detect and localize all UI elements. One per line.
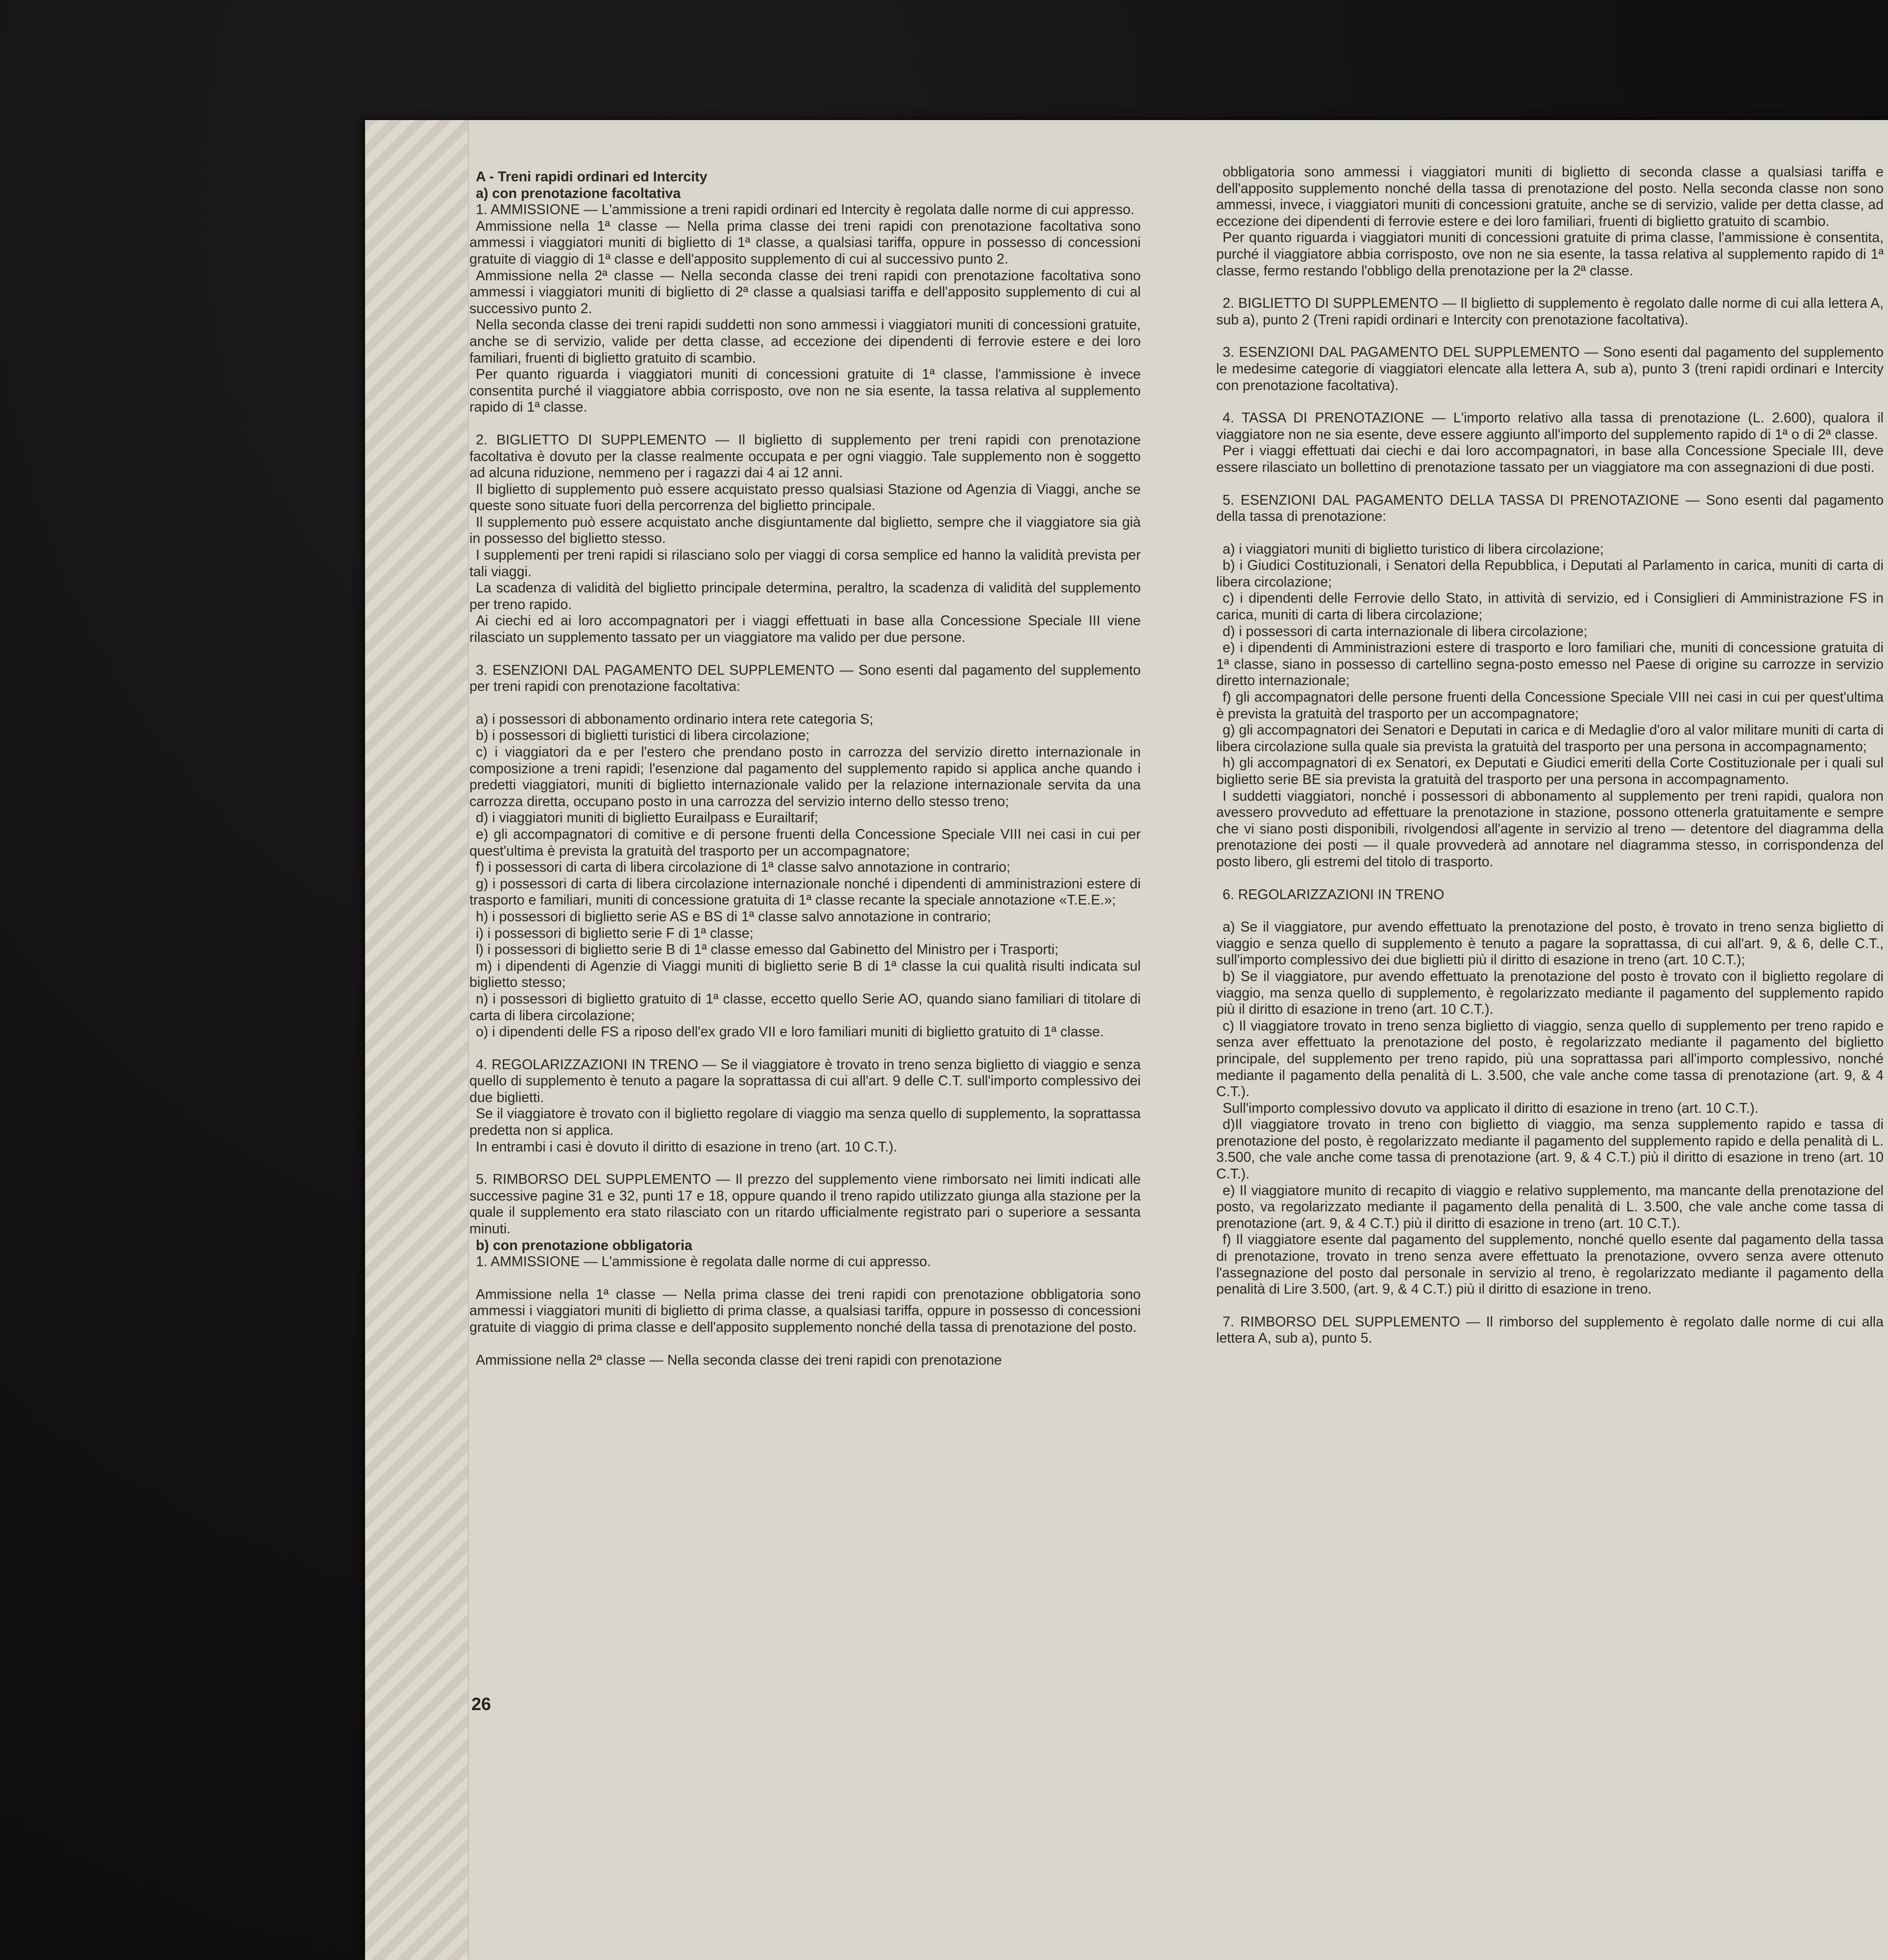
list-item: a) i viaggiatori muniti di biglietto turistico di libera circolazione; xyxy=(1223,541,1604,557)
list-item: e) i dipendenti di Amministrazioni estere di trasporto e loro familiari che, muniti di concessione gratuita di 1ª classe, siano in possesso di cartellino segna-posto emesso nel Paese di origine su carrozze in servizio diretto internazionale; xyxy=(1216,640,1884,689)
paragraph: 1. AMMISSIONE — L'ammissione è regolata dalle norme di cui appresso. xyxy=(476,1254,931,1270)
paragraph: In entrambi i casi è dovuto il diritto di esazione in treno (art. 10 C.T.). xyxy=(476,1139,898,1155)
paragraph: Se il viaggiatore è trovato con il biglietto regolare di viaggio ma senza quello di supplemento, la soprattassa predetta non si applica. xyxy=(469,1106,1141,1139)
section-heading: 6. REGOLARIZZAZIONI IN TRENO xyxy=(1223,886,1445,903)
paragraph: Nella seconda classe dei treni rapidi suddetti non sono ammessi i viaggiatori muniti di concessioni gratuite, anche se di servizio, valide per detta classe, ad eccezione dei dipendenti di ferrovie estere e dei loro familiari, fruenti di biglietto gratuito di scambio. xyxy=(469,317,1141,366)
paragraph: Ammissione nella 2ª classe — Nella seconda classe dei treni rapidi con prenotazione facoltativa sono ammessi i viaggiatori muniti di biglietto di 2ª classe a qualsiasi tariffa e dell'apposito supplemento di cui al successivo punto 2. xyxy=(469,268,1141,317)
list-item: b) i possessori di biglietti turistici di libera circolazione; xyxy=(476,728,810,744)
list-item: g) gli accompagnatori dei Senatori e Deputati in carica e di Medaglie d'oro al valor militare muniti di carta di libera circolazione sulla quale sia prevista la gratuità del trasporto per una persona in accompagnamento; xyxy=(1216,722,1884,755)
list-item: h) i possessori di biglietto serie AS e BS di 1ª classe salvo annotazione in contrario; xyxy=(476,908,991,925)
subheading-b: b) con prenotazione obbligatoria xyxy=(476,1237,692,1253)
section-heading-a: A - Treni rapidi ordinari ed Intercity xyxy=(476,169,708,185)
paragraph: 2. BIGLIETTO DI SUPPLEMENTO — Il biglietto di supplemento è regolato dalle norme di cui alla lettera A, sub a), punto 2 (Treni rapidi ordinari e Intercity con prenotazione facoltativa). xyxy=(1216,295,1884,328)
paragraph: Per quanto riguarda i viaggiatori muniti di concessioni gratuite di 1ª classe, l'ammissione è invece consentita purché il viaggiatore abbia corrisposto, ove non ne sia esente, la tassa relativa al supplemento rapido di 1ª classe. xyxy=(469,367,1141,416)
list-item: c) i dipendenti delle Ferrovie dello Stato, in attività di servizio, ed i Consiglieri di Amministrazione FS in carica, muniti di carta di libera circolazione; xyxy=(1216,590,1884,623)
paragraph: Ammissione nella 2ª classe — Nella seconda classe dei treni rapidi con prenotazione xyxy=(476,1352,1002,1368)
list-item: a) i possessori di abbonamento ordinario intera rete categoria S; xyxy=(476,711,874,727)
paragraph: obbligatoria sono ammessi i viaggiatori muniti di biglietto di seconda classe a qualsiasi tariffa e dell'apposito supplemento nonché della tassa di prenotazione del posto. Nella seconda classe non sono ammessi, invece, i viaggiatori muniti di concessioni gratuite, anche se di servizio, valide per detta classe, ad eccezione dei dipendenti di ferrovie estere e dei loro familiari, fruenti di biglietto gratuito di scambio. xyxy=(1216,164,1884,229)
paragraph: 7. RIMBORSO DEL SUPPLEMENTO — Il rimborso del supplemento è regolato dalle norme di cui alla lettera A, sub a), punto 5. xyxy=(1216,1314,1884,1347)
paragraph: Il supplemento può essere acquistato anche disgiuntamente dal biglietto, sempre che il viaggiatore sia già in possesso del biglietto stesso. xyxy=(469,514,1141,547)
paragraph: I supplementi per treni rapidi si rilasciano solo per viaggi di corsa semplice ed hanno la validità prevista per tali viaggi. xyxy=(469,547,1141,580)
document-page xyxy=(365,120,1888,1960)
list-item: e) gli accompagnatori di comitive e di persone fruenti della Concessione Speciale VIII nei casi in cui per quest'ultima è prevista la gratuità del trasporto per un accompagnatore; xyxy=(469,826,1141,859)
paragraph: 1. AMMISSIONE — L'ammissione a treni rapidi ordinari ed Intercity è regolata dalle norme di cui appresso. xyxy=(476,202,1134,218)
binding-spine xyxy=(365,120,469,1960)
paragraph: Ai ciechi ed ai loro accompagnatori per i viaggi effettuati in base alla Concessione Speciale III viene rilasciato un supplemento tassato per un viaggiatore ma valido per due persone. xyxy=(469,613,1141,646)
paragraph: b) Se il viaggiatore, pur avendo effettuato la prenotazione del posto è trovato con il biglietto regolare di viaggio, ma senza quello di supplemento, è regolarizzato mediante il pagamento del supplemento rapido più il diritto di esazione in treno (art. 10 C.T.). xyxy=(1216,968,1884,1018)
list-item: f) gli accompagnatori delle persone fruenti della Concessione Speciale VIII nei casi in cui per quest'ultima è prevista la gratuità del trasporto per un accompagnatore; xyxy=(1216,689,1884,722)
paragraph: 4. REGOLARIZZAZIONI IN TRENO — Se il viaggiatore è trovato in treno senza biglietto di viaggio e senza quello di supplemento è tenuto a pagare la soprattassa di cui all'art. 9 delle C.T. sull'importo complessivo dei due biglietti. xyxy=(469,1056,1141,1105)
reservation-exemption-list xyxy=(1216,541,1884,788)
paragraph: Sull'importo complessivo dovuto va applicato il diritto di esazione in treno (art. 10 C.T.). xyxy=(1223,1100,1759,1116)
paragraph: f) Il viaggiatore esente dal pagamento del supplemento, nonché quello esente dal pagamento della tassa di prenotazione, trovato in treno senza avere effettuato la prenotazione, ovvero senza avere ottenuto l'assegnazione del posto dal personale in servizio al treno, è regolarizzato mediante il pagamento della penalità di Lire 3.500, (art. 9, & 4 C.T.) più il diritto di esazione in treno. xyxy=(1216,1232,1884,1298)
paragraph: 3. ESENZIONI DAL PAGAMENTO DEL SUPPLEMENTO — Sono esenti dal pagamento del supplemento le medesime categorie di viaggiatori elencate alla lettera A, sub a), punto 3 (treni rapidi ordinari e Intercity con prenotazione facoltativa). xyxy=(1216,344,1884,393)
paragraph: Ammissione nella 1ª classe — Nella prima classe dei treni rapidi con prenotazione obbligatoria sono ammessi i viaggiatori muniti di biglietto di prima classe, a qualsiasi tariffa, oppure in possesso di concessioni gratuite di viaggio di prima classe e dell'apposito supplemento nonché della tassa di prenotazione del posto. xyxy=(469,1286,1141,1335)
left-column xyxy=(469,169,1141,1369)
list-item: m) i dipendenti di Agenzie di Viaggi muniti di biglietto serie B di 1ª classe la cui qualità risulti indicata sul biglietto stesso; xyxy=(469,958,1141,991)
right-column xyxy=(1216,164,1884,1347)
list-item: n) i possessori di biglietto gratuito di 1ª classe, eccetto quello Serie AO, quando siano familiari di titolare di carta di libera circolazione; xyxy=(469,991,1141,1024)
paragraph: 2. BIGLIETTO DI SUPPLEMENTO — Il biglietto di supplemento per treni rapidi con prenotazione facoltativa è dovuto per la classe realmente occupata e per ogni viaggio. Tale supplemento non è soggetto ad alcuna riduzione, nemmeno per i ragazzi dai 4 ai 12 anni. xyxy=(469,432,1141,481)
exemption-list xyxy=(469,711,1141,1041)
subheading-a: a) con prenotazione facoltativa xyxy=(476,185,681,201)
list-item: o) i dipendenti delle FS a riposo dell'ex grado VII e loro familiari muniti di biglietto gratuito di 1ª classe. xyxy=(476,1024,1104,1040)
paragraph: 4. TASSA DI PRENOTAZIONE — L'importo relativo alla tassa di prenotazione (L. 2.600), qualora il viaggiatore non ne sia esente, deve essere aggiunto all'importo del supplemento rapido di 1ª o di 2ª classe. xyxy=(1216,410,1884,442)
list-item: c) i viaggiatori da e per l'estero che prendano posto in carrozza del servizio diretto internazionale in composizione a treni rapidi; l'esenzione dal pagamento del supplemento rapido si applica anche quando i predetti viaggiatori, muniti di biglietto internazionale valido per la relazione internazionale servita da una carrozza diretta, occupano posto in una carrozza del servizio interno dello stesso treno; xyxy=(469,744,1141,809)
paragraph: Per i viaggi effettuati dai ciechi e dai loro accompagnatori, in base alla Concessione Speciale III, deve essere rilasciato un bollettino di prenotazione tassato per un viaggiatore ma con assegnazioni di due posti. xyxy=(1216,443,1884,475)
list-item: d) i possessori di carta internazionale di libera circolazione; xyxy=(1223,623,1588,639)
paragraph: 3. ESENZIONI DAL PAGAMENTO DEL SUPPLEMENTO — Sono esenti dal pagamento del supplemento per treni rapidi con prenotazione facoltativa: xyxy=(469,662,1141,695)
paragraph: c) Il viaggiatore trovato in treno senza biglietto di viaggio, senza quello di supplemento per treno rapido e senza aver effettuato la prenotazione del posto, è regolarizzato mediante il pagamento del biglietto principale, del supplemento per treno rapido, più una soprattassa pari all'importo complessivo, nonché mediante il pagamento della penalità di L. 3.500, che vale anche come tassa di prenotazione (art. 9, & 4 C.T.). xyxy=(1216,1018,1884,1100)
paragraph: Ammissione nella 1ª classe — Nella prima classe dei treni rapidi con prenotazione facoltativa sono ammessi i viaggiatori muniti di biglietto di 1ª classe, a qualsiasi tariffa, oppure in possesso di concessioni gratuite di viaggio di 1ª classe e dell'apposito supplemento di cui al successivo punto 2. xyxy=(469,218,1141,267)
paragraph: e) Il viaggiatore munito di recapito di viaggio e relativo supplemento, ma mancante della prenotazione del posto, va regolarizzato mediante il pagamento della penalità di L. 3.500, che vale anche come tassa di prenotazione (art. 9, & 4 C.T.) più il diritto di esazione in treno (art. 10 C.T.). xyxy=(1216,1182,1884,1231)
list-item: b) i Giudici Costituzionali, i Senatori della Repubblica, i Deputati al Parlamento in carica, muniti di carta di libera circolazione; xyxy=(1216,558,1884,590)
list-item: i) i possessori di biglietto serie F di 1ª classe; xyxy=(476,925,754,941)
paragraph: d)Il viaggiatore trovato in treno con biglietto di viaggio, ma senza supplemento rapido e tassa di prenotazione del posto, è regolarizzato mediante il pagamento del supplemento rapido e della penalità di L. 3.500, che vale anche come tassa di prenotazione (art. 9, & 4 C.T.) più il diritto di esazione in treno (art. 10 C.T.). xyxy=(1216,1117,1884,1182)
paragraph: La scadenza di validità del biglietto principale determina, peraltro, la scadenza di validità del supplemento per treno rapido. xyxy=(469,580,1141,612)
paragraph: 5. ESENZIONI DAL PAGAMENTO DELLA TASSA DI PRENOTAZIONE — Sono esenti dal pagamento della tassa di prenotazione: xyxy=(1216,492,1884,525)
paragraph: Per quanto riguarda i viaggiatori muniti di concessioni gratuite di prima classe, l'ammissione è consentita, purché il viaggiatore abbia corrisposto, ove non ne sia esente, la tassa relativa al supplemento rapido di 1ª classe, fermo restando l'obbligo della prenotazione per la 2ª classe. xyxy=(1216,230,1884,279)
paragraph: 5. RIMBORSO DEL SUPPLEMENTO — Il prezzo del supplemento viene rimborsato nei limiti indicati alle successive pagine 31 e 32, punti 17 e 18, oppure quando il treno rapido utilizzato giunga alla stazione per la quale il supplemento era stato rilasciato con un ritardo ufficialmente registrato pari o superiore a sessanta minuti. xyxy=(469,1172,1141,1237)
paragraph: a) Se il viaggiatore, pur avendo effettuato la prenotazione del posto, è trovato in treno senza biglietto di viaggio e senza quello di supplemento è tenuto a pagare la soprattassa, di cui all'art. 9, & 6, delle C.T., sull'importo complessivo dei due biglietti più il diritto di esazione in treno (art. 10 C.T.); xyxy=(1216,919,1884,968)
list-item: f) i possessori di carta di libera circolazione di 1ª classe salvo annotazione in contrario; xyxy=(476,859,1010,876)
list-item: l) i possessori di biglietto serie B di 1ª classe emesso dal Gabinetto del Ministro per i Trasporti; xyxy=(476,942,1059,958)
list-item: d) i viaggiatori muniti di biglietto Eurailpass e Eurailtarif; xyxy=(476,810,818,826)
page-number: 26 xyxy=(471,1694,491,1714)
paragraph: I suddetti viaggiatori, nonché i possessori di abbonamento al supplemento per treni rapidi, qualora non avessero provveduto ad effettuare la prenotazione in stazione, possono ottenerla gratuitamente e sempre che vi siano posti disponibili, rivolgendosi all'agente in servizio al treno — detentore del diagramma della prenotazione dei posti — il quale provvederà ad annotare nel diagramma stesso, in corrispondenza del posto libero, gli estremi del titolo di trasporto. xyxy=(1216,788,1884,870)
paragraph: Il biglietto di supplemento può essere acquistato presso qualsiasi Stazione od Agenzia di Viaggi, anche se queste sono situate fuori della percorrenza del biglietto principale. xyxy=(469,481,1141,514)
list-item: g) i possessori di carta di libera circolazione internazionale nonché i dipendenti di amministrazioni estere di trasporto e familiari, muniti di concessione gratuita di 1ª classe recante la speciale annotazione «T.E.E.»; xyxy=(469,876,1141,908)
list-item: h) gli accompagnatori di ex Senatori, ex Deputati e Giudici emeriti della Corte Costituzionale per i quali sul biglietto serie BE sia prevista la gratuità del trasporto per una persona in accompagnamento. xyxy=(1216,755,1884,787)
